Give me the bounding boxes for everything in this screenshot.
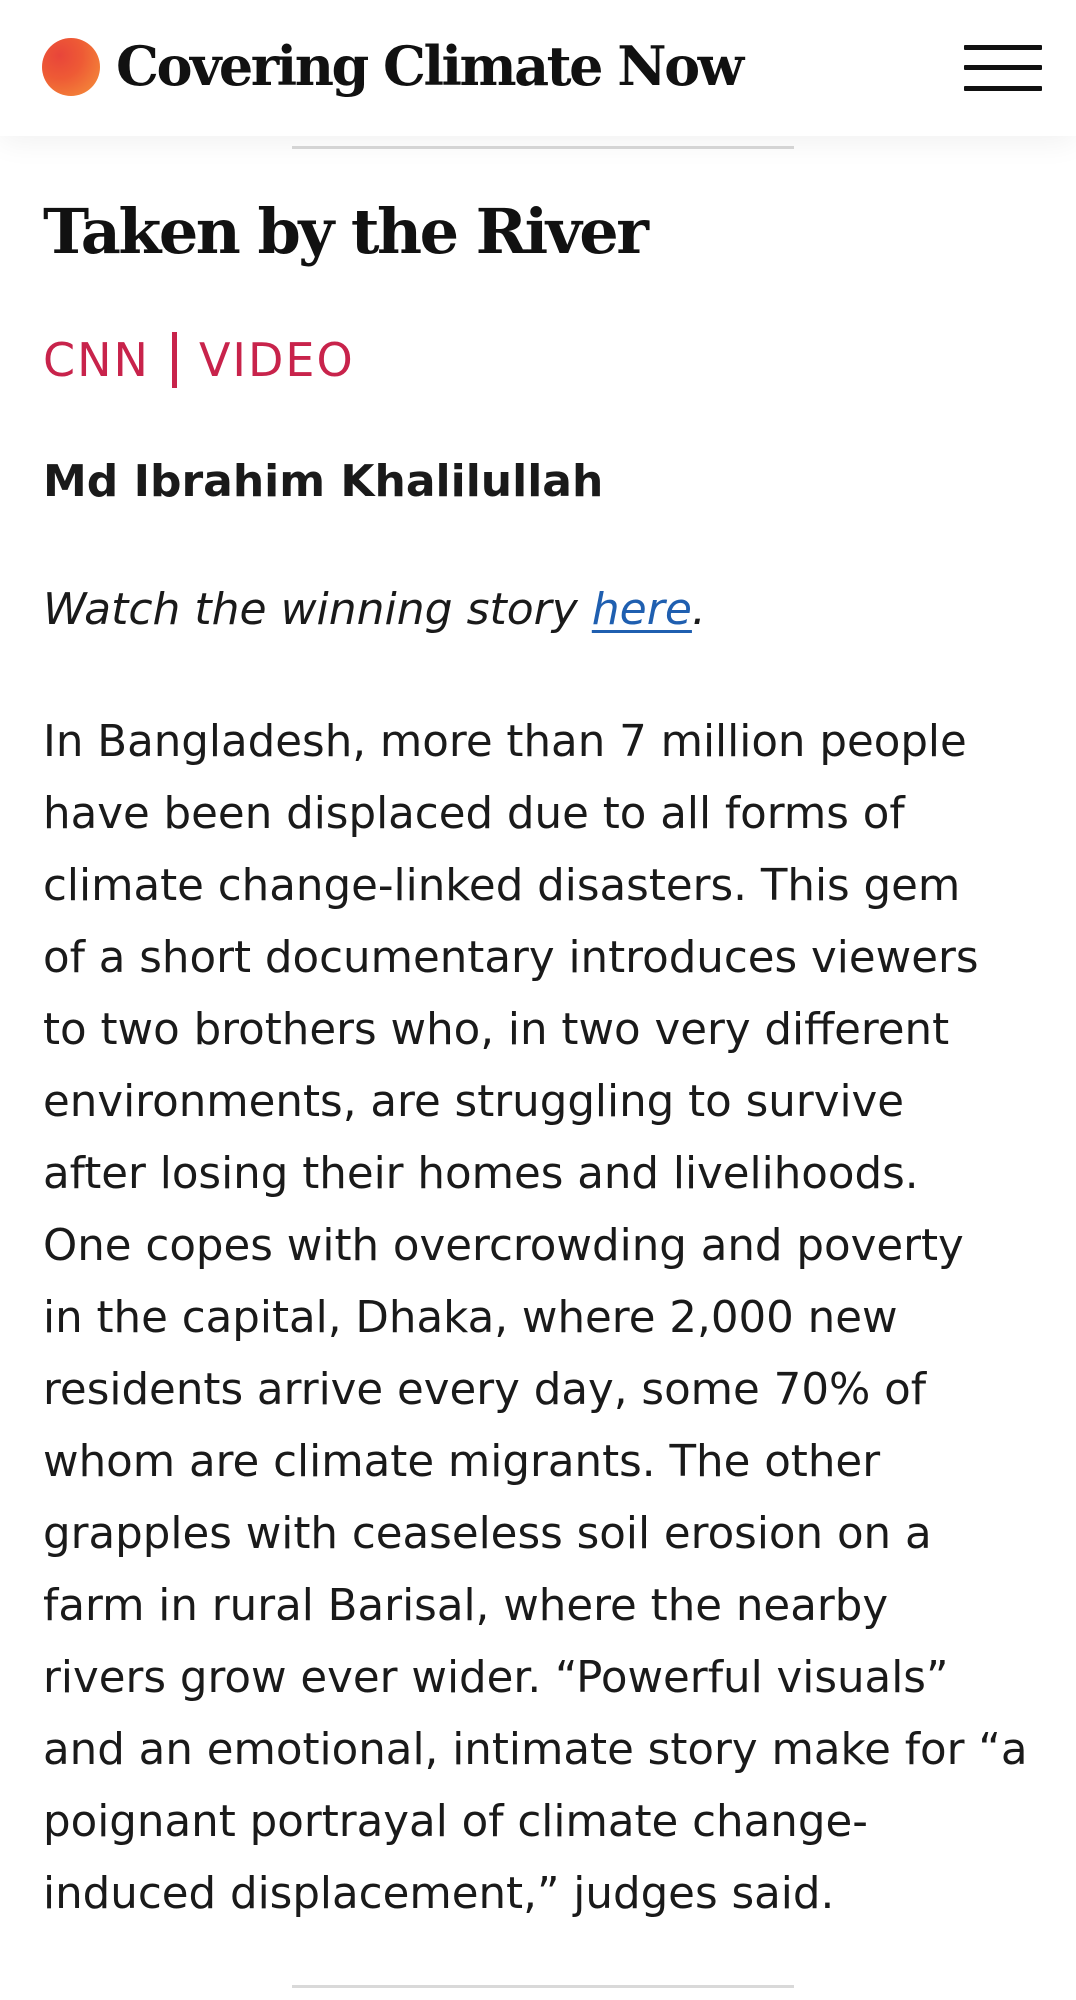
hamburger-menu-icon[interactable] (960, 40, 1044, 96)
body-line: residents arrive every day, some 70% of (43, 1365, 927, 1415)
article-body (43, 706, 1043, 1930)
body-line: environments, are struggling to survive (43, 1077, 905, 1127)
category-label: VIDEO (198, 333, 355, 387)
site-logo[interactable]: Covering Climate Now (116, 34, 742, 98)
body-line: have been displaced due to all forms of (43, 789, 905, 839)
watch-prefix: Watch the winning story (43, 584, 592, 635)
body-line: of a short documentary introduces viewers (43, 933, 979, 983)
watch-story-line (43, 580, 706, 640)
body-line: One copes with overcrowding and poverty (43, 1221, 964, 1271)
body-line: farm in rural Barisal, where the nearby (43, 1581, 889, 1631)
body-line: poignant portrayal of climate change- (43, 1797, 868, 1847)
divider-top (292, 146, 794, 149)
body-line: in the capital, Dhaka, where 2,000 new (43, 1293, 898, 1343)
menu-bar (964, 65, 1042, 70)
divider-bottom (292, 1985, 794, 1988)
menu-bar (964, 86, 1042, 91)
outlet-label: CNN (43, 333, 150, 387)
article-meta (43, 330, 355, 390)
body-line: and an emotional, intimate story make for “a (43, 1725, 1028, 1775)
body-line: induced displacement,” judges said. (43, 1869, 835, 1919)
page-title: Taken by the River (43, 195, 647, 268)
meta-separator (172, 332, 177, 388)
body-line: In Bangladesh, more than 7 million people (43, 717, 967, 767)
author-name: Md Ibrahim Khalilullah (43, 456, 604, 507)
site-header (0, 0, 1076, 136)
body-line: rivers grow ever wider. “Powerful visuals” (43, 1653, 949, 1703)
menu-bar (964, 45, 1042, 50)
body-line: grapples with ceaseless soil erosion on a (43, 1509, 932, 1559)
body-line: to two brothers who, in two very different (43, 1005, 950, 1055)
body-line: climate change-linked disasters. This gem (43, 861, 961, 911)
watch-story-link[interactable]: here (591, 584, 692, 635)
logo-dot-icon[interactable] (42, 38, 100, 96)
watch-suffix: . (691, 584, 706, 635)
body-line: whom are climate migrants. The other (43, 1437, 881, 1487)
body-line: after losing their homes and livelihoods. (43, 1149, 919, 1199)
